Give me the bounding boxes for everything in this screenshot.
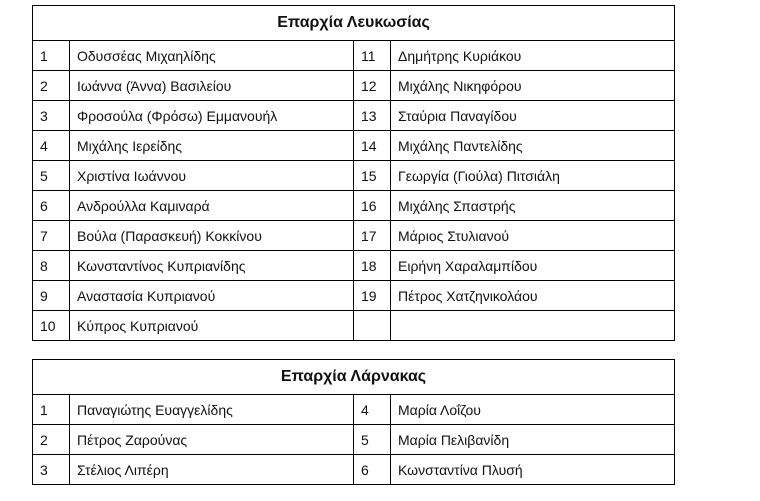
- table-row: [33, 131, 675, 161]
- member-name: Ανδρούλλα Καμιναρά: [70, 191, 354, 221]
- row-number: 2: [33, 71, 70, 101]
- member-name: Μαρία Λοΐζου: [391, 395, 675, 425]
- table-row: [33, 395, 675, 425]
- member-name: Ιωάννα (Άννα) Βασιλείου: [70, 71, 354, 101]
- member-name: Γεωργία (Γιούλα) Πιτσιάλη: [391, 161, 675, 191]
- member-name: Χριστίνα Ιωάννου: [70, 161, 354, 191]
- row-number: 1: [33, 395, 70, 425]
- table-body: [33, 41, 675, 341]
- row-number: [354, 311, 391, 341]
- member-name: Πέτρος Χατζηνικολάου: [391, 281, 675, 311]
- member-name: Στέλιος Λιπέρη: [70, 455, 354, 485]
- row-number: 12: [354, 71, 391, 101]
- row-number: 2: [33, 425, 70, 455]
- member-name: Ειρήνη Χαραλαμπίδου: [391, 251, 675, 281]
- row-number: 15: [354, 161, 391, 191]
- table-row: [33, 251, 675, 281]
- table-row: [33, 101, 675, 131]
- district-title: Επαρχία Λάρνακας: [33, 360, 675, 395]
- nicosia-district-table: [32, 5, 675, 341]
- row-number: 7: [33, 221, 70, 251]
- table-row: [33, 191, 675, 221]
- member-name: Δημήτρης Κυριάκου: [391, 41, 675, 71]
- table-header-row: [33, 360, 675, 395]
- row-number: 19: [354, 281, 391, 311]
- row-number: 3: [33, 101, 70, 131]
- member-name: Κωνσταντίνος Κυπριανίδης: [70, 251, 354, 281]
- row-number: 3: [33, 455, 70, 485]
- row-number: 14: [354, 131, 391, 161]
- member-name: Φροσούλα (Φρόσω) Εμμανουήλ: [70, 101, 354, 131]
- district-title: Επαρχία Λευκωσίας: [33, 6, 675, 41]
- member-name: Βούλα (Παρασκευή) Κοκκίνου: [70, 221, 354, 251]
- member-name: Σταύρια Παναγίδου: [391, 101, 675, 131]
- row-number: 4: [33, 131, 70, 161]
- table-body: [33, 395, 675, 485]
- table-row: [33, 71, 675, 101]
- row-number: 6: [354, 455, 391, 485]
- table-row: [33, 221, 675, 251]
- member-name: Μιχάλης Ιερείδης: [70, 131, 354, 161]
- row-number: 11: [354, 41, 391, 71]
- table-row: [33, 281, 675, 311]
- larnaca-district-table: [32, 359, 675, 485]
- member-name: Μιχάλης Νικηφόρου: [391, 71, 675, 101]
- member-name: Μιχάλης Σπαστρής: [391, 191, 675, 221]
- member-name: Μιχάλης Παντελίδης: [391, 131, 675, 161]
- row-number: 17: [354, 221, 391, 251]
- row-number: 10: [33, 311, 70, 341]
- member-name: Πέτρος Ζαρούνας: [70, 425, 354, 455]
- row-number: 16: [354, 191, 391, 221]
- member-name: Κύπρος Κυπριανού: [70, 311, 354, 341]
- table-row: [33, 455, 675, 485]
- row-number: 13: [354, 101, 391, 131]
- member-name: Μάριος Στυλιανού: [391, 221, 675, 251]
- row-number: 8: [33, 251, 70, 281]
- member-name: [391, 311, 675, 341]
- table-header-row: [33, 6, 675, 41]
- row-number: 18: [354, 251, 391, 281]
- member-name: Κωνσταντίνα Πλυσή: [391, 455, 675, 485]
- member-name: Παναγιώτης Ευαγγελίδης: [70, 395, 354, 425]
- row-number: 4: [354, 395, 391, 425]
- row-number: 9: [33, 281, 70, 311]
- row-number: 6: [33, 191, 70, 221]
- row-number: 1: [33, 41, 70, 71]
- member-name: Αναστασία Κυπριανού: [70, 281, 354, 311]
- row-number: 5: [33, 161, 70, 191]
- member-name: Οδυσσέας Μιχαηλίδης: [70, 41, 354, 71]
- table-row: [33, 425, 675, 455]
- row-number: 5: [354, 425, 391, 455]
- table-row: [33, 161, 675, 191]
- table-row: [33, 41, 675, 71]
- table-row: [33, 311, 675, 341]
- member-name: Μαρία Πελιβανίδη: [391, 425, 675, 455]
